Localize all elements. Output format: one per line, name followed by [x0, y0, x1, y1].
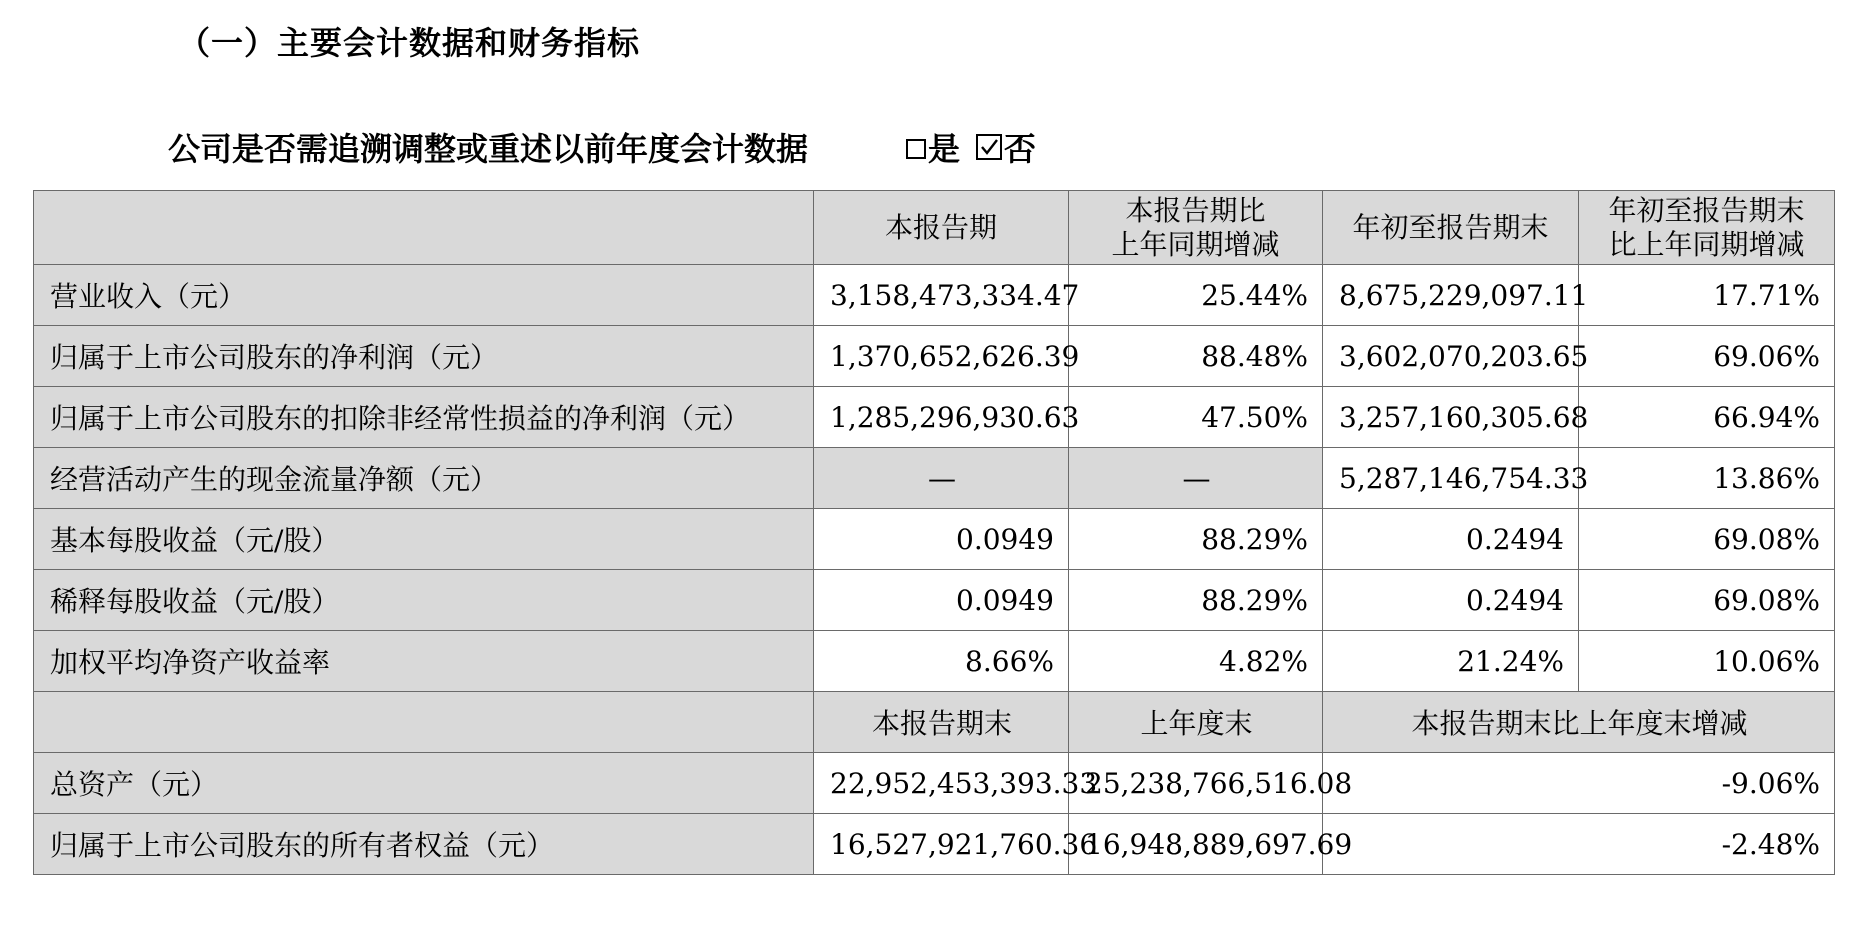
header-cell: 年初至报告期末 比上年同期增减 — [1579, 191, 1835, 265]
value-cell: -9.06% — [1323, 753, 1835, 814]
row-label: 归属于上市公司股东的扣除非经常性损益的净利润（元） — [34, 387, 814, 448]
option-no-label: 否 — [1004, 130, 1037, 168]
value-cell: 16,527,921,760.36 — [814, 814, 1069, 875]
table-row — [34, 448, 1835, 509]
value-cell: 3,602,070,203.65 — [1323, 326, 1579, 387]
header-blank-cell — [34, 692, 814, 753]
restatement-question: 公司是否需追溯调整或重述以前年度会计数据 — [168, 130, 809, 168]
table-subheader-row — [34, 692, 1835, 753]
value-cell: 10.06% — [1579, 631, 1835, 692]
value-cell: 1,370,652,626.39 — [814, 326, 1069, 387]
value-cell: 0.2494 — [1323, 509, 1579, 570]
header-cell: 本报告期比 上年同期增减 — [1069, 191, 1323, 265]
value-cell: 69.06% — [1579, 326, 1835, 387]
value-cell: 3,257,160,305.68 — [1323, 387, 1579, 448]
value-cell: 25,238,766,516.08 — [1069, 753, 1323, 814]
value-cell: 5,287,146,754.33 — [1323, 448, 1579, 509]
value-cell: 47.50% — [1069, 387, 1323, 448]
row-label: 营业收入（元） — [34, 265, 814, 326]
value-cell: 13.86% — [1579, 448, 1835, 509]
value-cell: 69.08% — [1579, 570, 1835, 631]
unchecked-box-icon[interactable] — [906, 139, 926, 159]
table-row — [34, 509, 1835, 570]
value-cell: 0.0949 — [814, 509, 1069, 570]
option-yes-label: 是 — [928, 130, 961, 168]
row-label: 归属于上市公司股东的所有者权益（元） — [34, 814, 814, 875]
table-row — [34, 570, 1835, 631]
value-cell: 17.71% — [1579, 265, 1835, 326]
value-cell: — — [814, 448, 1069, 509]
header-cell: 本报告期末比上年度末增减 — [1323, 692, 1835, 753]
row-label: 加权平均净资产收益率 — [34, 631, 814, 692]
checked-box-icon[interactable] — [976, 134, 1002, 160]
table-row — [34, 265, 1835, 326]
value-cell: 88.48% — [1069, 326, 1323, 387]
row-label: 归属于上市公司股东的净利润（元） — [34, 326, 814, 387]
row-label: 稀释每股收益（元/股） — [34, 570, 814, 631]
value-cell: 69.08% — [1579, 509, 1835, 570]
value-cell: 25.44% — [1069, 265, 1323, 326]
value-cell: 22,952,453,393.33 — [814, 753, 1069, 814]
restatement-choices — [906, 124, 1036, 170]
value-cell: 0.0949 — [814, 570, 1069, 631]
value-cell: -2.48% — [1323, 814, 1835, 875]
table-row — [34, 753, 1835, 814]
row-label: 基本每股收益（元/股） — [34, 509, 814, 570]
value-cell: 8.66% — [814, 631, 1069, 692]
table-row — [34, 814, 1835, 875]
value-cell: 4.82% — [1069, 631, 1323, 692]
value-cell: 8,675,229,097.11 — [1323, 265, 1579, 326]
header-cell: 上年度末 — [1069, 692, 1323, 753]
row-label: 经营活动产生的现金流量净额（元） — [34, 448, 814, 509]
value-cell: 21.24% — [1323, 631, 1579, 692]
table-row — [34, 631, 1835, 692]
section-title: （一）主要会计数据和财务指标 — [178, 24, 641, 62]
value-cell: 3,158,473,334.47 — [814, 265, 1069, 326]
value-cell: 0.2494 — [1323, 570, 1579, 631]
header-blank-cell — [34, 191, 814, 265]
value-cell: 16,948,889,697.69 — [1069, 814, 1323, 875]
value-cell: — — [1069, 448, 1323, 509]
table-header-row — [34, 191, 1835, 265]
header-cell: 本报告期 — [814, 191, 1069, 265]
value-cell: 88.29% — [1069, 570, 1323, 631]
table-row — [34, 387, 1835, 448]
row-label: 总资产（元） — [34, 753, 814, 814]
table-row — [34, 326, 1835, 387]
header-cell: 年初至报告期末 — [1323, 191, 1579, 265]
header-cell: 本报告期末 — [814, 692, 1069, 753]
value-cell: 66.94% — [1579, 387, 1835, 448]
value-cell: 88.29% — [1069, 509, 1323, 570]
financial-data-table — [33, 190, 1835, 875]
value-cell: 1,285,296,930.63 — [814, 387, 1069, 448]
